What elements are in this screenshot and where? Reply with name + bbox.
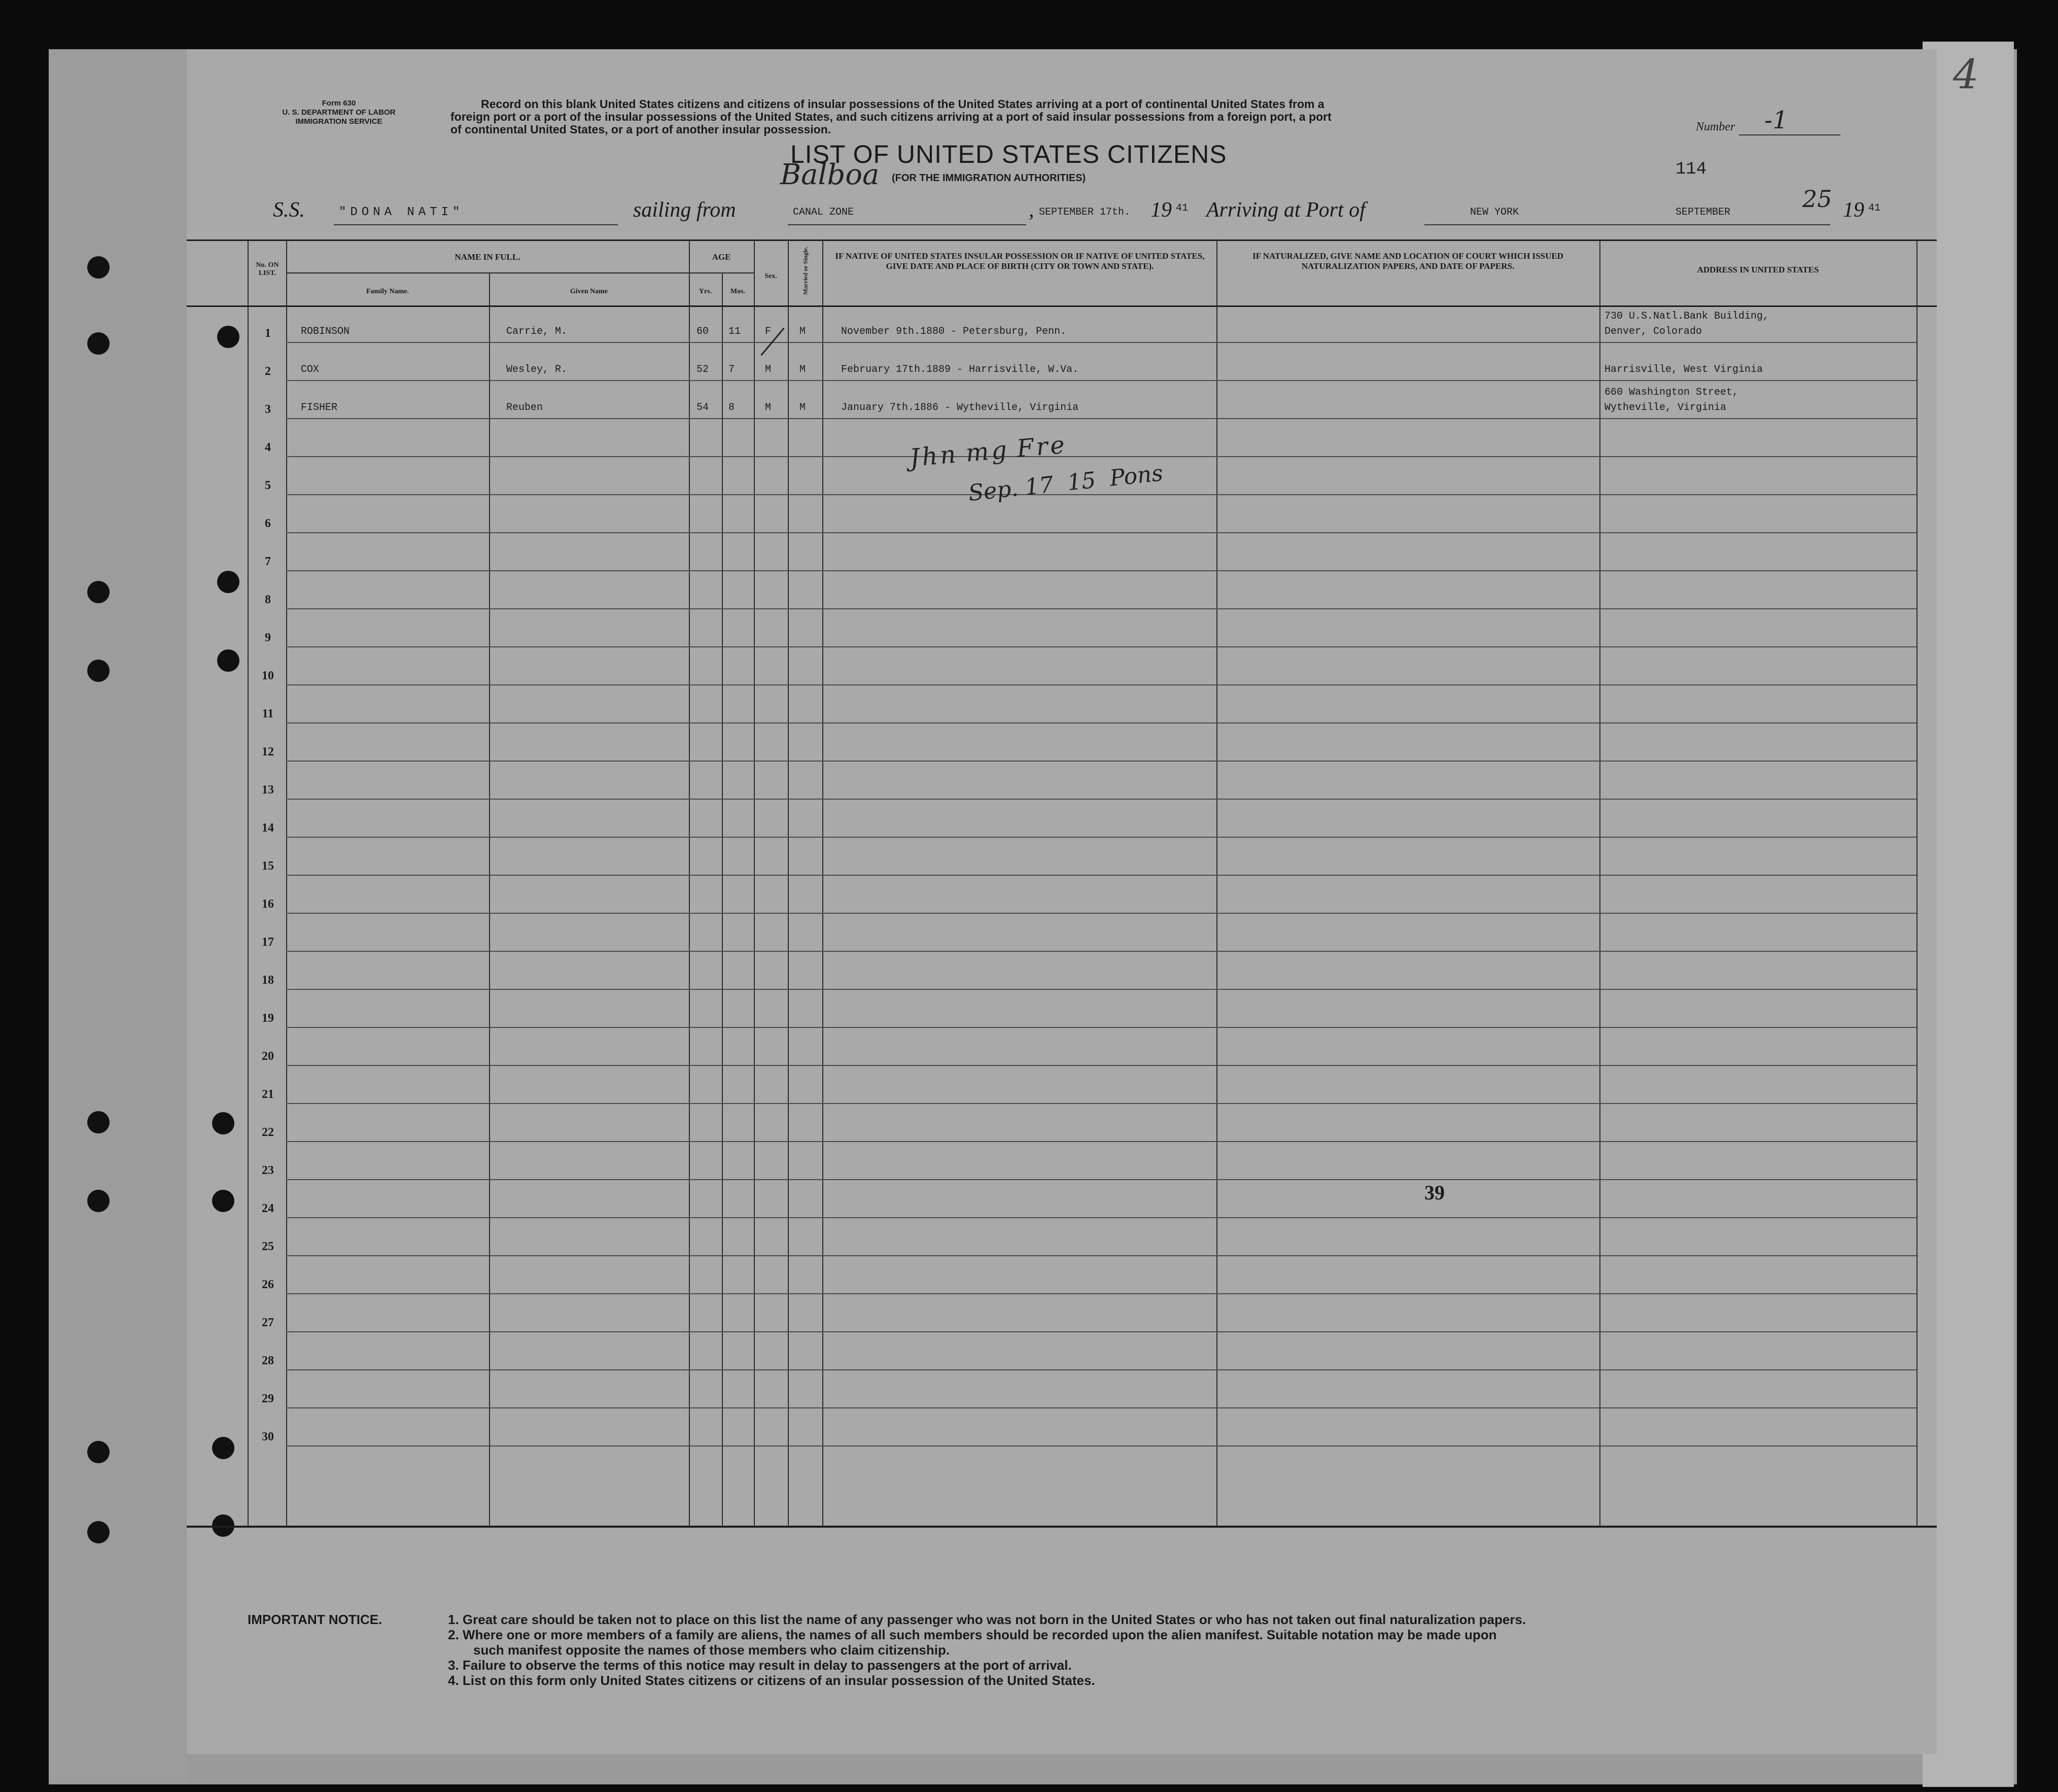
row-rule [286,570,1916,571]
row-rule [286,684,1916,685]
col-line [822,239,823,1527]
passenger-address-line: Harrisville, West Virginia [1604,364,1763,375]
row-rule [286,1217,1916,1218]
instruction-line: Record on this blank United States citizens and citizens of insular possessions of the United States arriving at a port of continental United States from a [481,97,1324,111]
passenger-marital: M [799,326,806,337]
row-number: 17 [262,936,274,949]
sheet-hole [212,1112,234,1134]
sheet-hole [212,1437,234,1459]
col-line [286,239,287,1527]
row-number: 15 [262,859,274,873]
passenger-sex: F [765,326,772,337]
binder-hole [87,1111,110,1133]
notice-item: such manifest opposite the names of those members who claim citizenship. [473,1642,950,1658]
row-number: 12 [262,745,274,759]
row-rule [286,532,1916,533]
row-rule [286,1179,1916,1180]
row-number: 30 [262,1430,274,1443]
arrival-year: 41 [1868,202,1881,214]
row-number: 2 [265,365,271,378]
notice-item: 1. Great care should be taken not to place on this list the name of any passenger who was not born in the United States or who has not taken out final naturalization papers. [448,1612,1526,1627]
table-bottom-rule [187,1526,1937,1528]
age-subheader-rule [689,272,754,273]
row-rule [286,1065,1916,1066]
col-line [788,239,789,1527]
row-number: 22 [262,1126,274,1139]
row-rule [286,494,1916,495]
binder-hole [87,1441,110,1463]
row-number: 3 [265,403,271,416]
binder-hole [87,1521,110,1543]
passenger-sex: M [765,364,772,375]
passenger-given-name: Wesley, R. [506,364,568,375]
form-id-block [263,99,415,126]
instruction-line: foreign port or a port of the insular possessions of the United States, and such citizens arriving at a port of said insular possessions from a foreign port, a port [450,110,1332,123]
col-header-sex: Sex. [764,272,777,280]
row-rule [286,799,1916,800]
row-rule [286,1103,1916,1104]
row-rule [286,456,1916,457]
form-agency: U. S. DEPARTMENT OF LABOR [282,108,396,117]
row-rule [286,1293,1916,1294]
table-header-rule [187,305,1937,307]
arrival-year-prefix: 19 [1843,198,1864,222]
underline [334,224,618,225]
instruction-line: of continental United States, or a port of another insular possession. [450,123,831,136]
year-prefix: 19 [1150,198,1172,222]
passenger-marital: M [799,402,806,413]
passenger-age-years: 52 [696,364,709,375]
row-rule [286,1027,1916,1028]
row-rule [286,380,1916,381]
col-header-birth: IF NATIVE OF UNITED STATES INSULAR POSSESSION OR IF NATIVE OF UNITED STATES, GIVE DATE AND PLACE OF BIRTH (CITY OR TOWN AND STATE). [835,251,1205,271]
sheet-hole [217,326,239,348]
sheet-hole [212,1190,234,1212]
col-header-mos: Mos. [730,288,746,295]
handwritten-signature: J h n m g F r e [909,430,1066,473]
passenger-sex: M [765,402,772,413]
page-number: 114 [1676,160,1707,179]
passenger-given-name: Carrie, M. [506,326,568,337]
row-number: 29 [262,1392,274,1405]
row-rule [286,913,1916,914]
comma: , [1029,198,1034,222]
col-line [1599,239,1600,1527]
row-rule [286,1331,1916,1332]
binder-hole [87,256,110,279]
row-number: 26 [262,1278,274,1291]
col-line [754,239,755,1527]
binder-hole [87,660,110,682]
row-number: 28 [262,1354,274,1367]
passenger-age-months: 11 [728,326,741,337]
row-number: 8 [265,593,271,606]
number-underline [1739,134,1840,135]
passenger-birth: November 9th.1880 - Petersburg, Penn. [841,326,1067,337]
list-subtitle: (FOR THE IMMIGRATION AUTHORITIES) [892,173,1086,184]
passenger-family-name: FISHER [301,402,338,413]
form-instructions [450,98,1820,136]
row-number: 20 [262,1050,274,1063]
passenger-age-months: 8 [728,402,735,413]
passenger-birth: January 7th.1886 - Wytheville, Virginia [841,402,1079,413]
row-rule [286,989,1916,990]
row-rule [286,342,1916,343]
col-header-given: Given Name [570,288,608,295]
name-subheader-rule [286,272,689,273]
col-header-naturalized: IF NATURALIZED, GIVE NAME AND LOCATION OF COURT WHICH ISSUED NATURALIZATION PAPERS, AND DATE OF PAPERS. [1252,251,1563,271]
row-rule [286,646,1916,647]
passenger-address-line: 730 U.S.Natl.Bank Building, [1604,311,1769,322]
col-header-name: NAME IN FULL. [455,252,520,262]
row-number: 4 [265,441,271,454]
col-header-age: AGE [712,252,731,262]
notice-item: 3. Failure to observe the terms of this notice may result in delay to passengers at the port of arrival. [448,1658,1072,1673]
col-line [689,239,690,1527]
vessel-name: "DONA NATI" [339,205,464,219]
number-value: -1 [1764,106,1788,134]
row-number: 1 [265,327,271,340]
arriving-label: Arriving at Port of [1206,198,1366,222]
handwritten-note: Sep. 17 15 Pons [967,460,1165,507]
col-header-address: ADDRESS IN UNITED STATES [1697,265,1819,274]
manifest-sheet [187,49,1937,1754]
row-number: 19 [262,1012,274,1025]
table-top-rule [187,239,1937,241]
col-line [1916,239,1917,1527]
row-number: 7 [265,555,271,568]
handwritten-port: Balboa [780,158,880,191]
col-line [1216,239,1217,1527]
col-header-family: Family Name. [366,288,409,295]
row-rule [286,1255,1916,1256]
passenger-given-name: Reuben [506,402,543,413]
row-rule [286,608,1916,609]
passenger-family-name: ROBINSON [301,326,350,337]
list-title: LIST OF UNITED STATES CITIZENS [790,140,1227,168]
underline [1424,224,1830,225]
passenger-age-months: 7 [728,364,735,375]
col-header-no: No. ON LIST. [256,261,279,277]
notice-item: 2. Where one or more members of a family are aliens, the names of all such members should be recorded upon the alien manifest. Suitable notation may be made upon [448,1627,1497,1642]
sailing-from-label: sailing from [633,198,736,222]
corner-mark: 4 [1953,51,1979,98]
passenger-family-name: COX [301,364,320,375]
binder-hole [87,332,110,355]
row-number: 16 [262,898,274,911]
sheet-hole [217,649,239,672]
notice-items [448,1612,1919,1688]
underline [788,224,1026,225]
col-line [489,272,490,1527]
row-rule [286,761,1916,762]
passenger-address-line: 660 Washington Street, [1604,387,1739,398]
binder-hole [87,1190,110,1212]
binder-strip [49,49,186,1784]
notice-item: 4. List on this form only United States citizens or citizens of an insular possession of the United States. [448,1673,1095,1688]
passenger-marital: M [799,364,806,375]
sheet-hole [217,571,239,593]
row-number: 24 [262,1202,274,1215]
col-line [722,272,723,1527]
row-number: 13 [262,783,274,797]
form-number: Form 630 [322,99,356,108]
arrival-port: NEW YORK [1470,206,1519,218]
row-number: 10 [262,669,274,682]
form-service: IMMIGRATION SERVICE [295,117,382,126]
row-number: 27 [262,1316,274,1329]
col-header-yrs: Yrs. [699,288,712,295]
notice-heading: IMPORTANT NOTICE. [248,1612,382,1627]
passenger-age-years: 60 [696,326,709,337]
binder-hole [87,581,110,603]
row-number: 11 [262,707,274,720]
number-label: Number [1696,120,1735,133]
passenger-address-line: Denver, Colorado [1604,326,1702,337]
depart-year: 41 [1176,202,1189,214]
passenger-age-years: 54 [696,402,709,413]
row-rule [286,951,1916,952]
row-rule [286,418,1916,419]
row-rule [286,1407,1916,1408]
row-rule [286,1445,1916,1446]
vessel-prefix: S.S. [273,198,305,222]
row-rule [286,1369,1916,1370]
row-number: 9 [265,631,271,644]
sailing-from: CANAL ZONE [793,206,854,218]
depart-date: SEPTEMBER 17th. [1039,206,1131,218]
arrival-month: SEPTEMBER [1676,206,1731,218]
row-rule [286,837,1916,838]
col-line [248,239,249,1527]
row-number: 18 [262,974,274,987]
stamp-number: 39 [1424,1181,1445,1204]
row-number: 23 [262,1164,274,1177]
row-rule [286,722,1916,723]
row-number: 25 [262,1240,274,1253]
row-number: 6 [265,517,271,530]
row-number: 14 [262,821,274,835]
arrival-day: 25 [1802,185,1832,213]
row-number: 5 [265,479,271,492]
row-rule [286,875,1916,876]
col-header-married: Married or Single. [801,247,809,295]
passenger-birth: February 17th.1889 - Harrisville, W.Va. [841,364,1079,375]
passenger-address-line: Wytheville, Virginia [1604,402,1727,413]
row-rule [286,1141,1916,1142]
row-number: 21 [262,1088,274,1101]
